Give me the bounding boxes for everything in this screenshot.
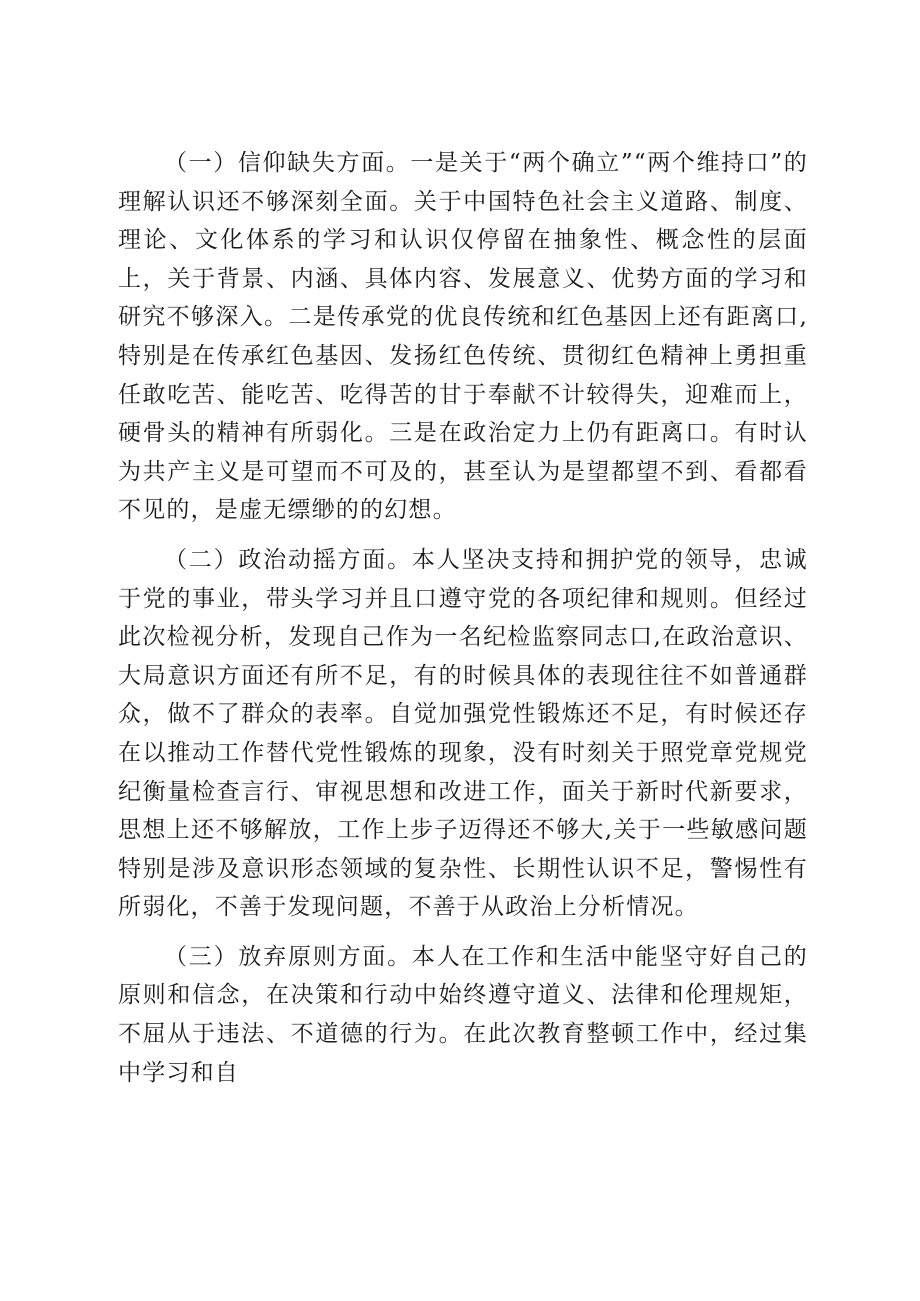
paragraph-political-wavering: （二）政治动摇方面。本人坚决支持和拥护党的领导，忠诚于党的事业，带头学习并且口遵守党的各项纪律和规则。但经过此次检视分析，发现自己作为一名纪检监察同志口,在政治意识、大局意识方面还有所不足，有的时候具体的表现往往不如普通群众，做不了群众的表率。自觉加强党性锻炼还不足，有时候还存在以推动工作替代党性锻炼的现象，没有时刻关于照党章党规党纪衡量检查言行、审视思想和改进工作，面关于新时代新要求，思想上还不够解放，工作上步子迈得还不够大,关于一些敏感问题特别是涉及意识形态领域的复杂性、长期性认识不足，警惕性有所弱化，不善于发现问题，不善于从政治上分析情况。 [118,546,808,921]
document-body [118,144,808,1103]
paragraph-abandon-principles: （三）放弃原则方面。本人在工作和生活中能坚守好自己的原则和信念，在决策和行动中始终遵守道义、法律和伦理规矩，不屈从于违法、不道德的行为。在此次教育整顿工作中，经过集中学习和自 [118,943,808,1086]
paragraph-faith-loss: （一）信仰缺失方面。一是关于“两个确立”“两个维持口”的理解认识还不够深刻全面。关于中国特色社会主义道路、制度、理论、文化体系的学习和认识仅停留在抽象性、概念性的层面上，关于背景、内涵、具体内容、发展意义、优势方面的学习和研究不够深入。二是传承党的优良传统和红色基因上还有距离口,特别是在传承红色基因、发扬红色传统、贯彻红色精神上勇担重任敢吃苦、能吃苦、吃得苦的甘于奉献不计较得失，迎难而上，硬骨头的精神有所弱化。三是在政治定力上仍有距离口。有时认为共产主义是可望而不可及的，甚至认为是望都望不到、看都看不见的，是虚无缥缈的的幻想。 [118,150,808,524]
